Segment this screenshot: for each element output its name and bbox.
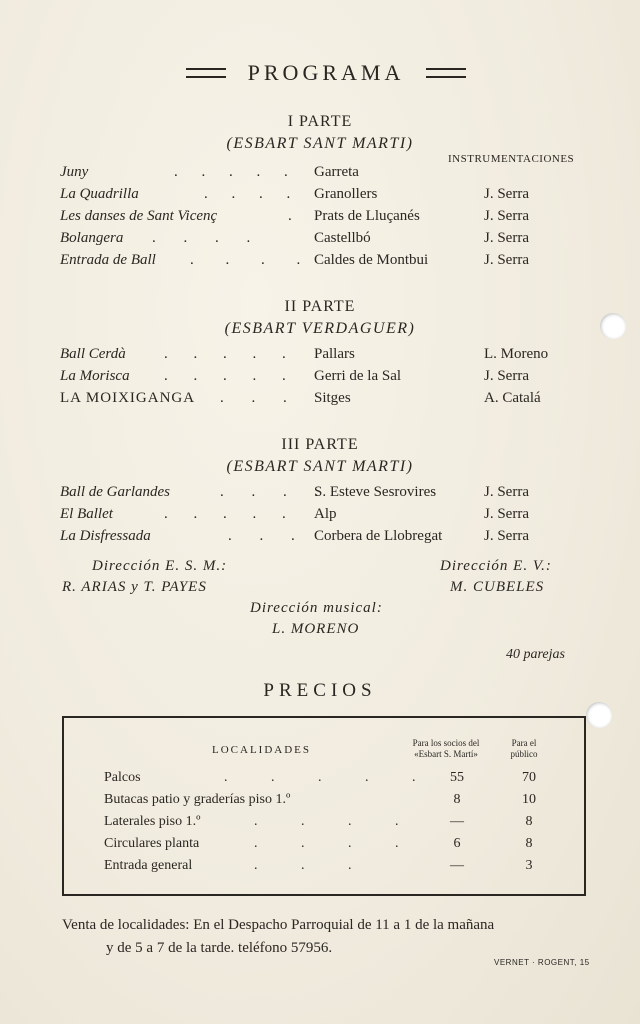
dance-place: Sitges [314, 390, 351, 406]
leader-dots: . . . . . [174, 164, 298, 180]
price-socios: — [450, 814, 464, 829]
dance-place: Alp [314, 506, 337, 522]
dance-name: Les danses de Sant Vicenç [60, 208, 218, 224]
instrumentation: J. Serra [484, 252, 529, 268]
price-label: Palcos [104, 770, 141, 785]
price-socios: 55 [450, 770, 464, 785]
localidades-header: LOCALIDADES [212, 744, 311, 756]
direction-ev-label: Dirección E. V.: [440, 558, 552, 574]
prices-title: PRECIOS [263, 680, 377, 701]
punch-hole [586, 702, 612, 728]
direction-musical-label: Dirección musical: [250, 600, 383, 616]
instrumentation: J. Serra [484, 484, 529, 500]
dance-name: Bolangera [60, 230, 124, 246]
instrumentation: J. Serra [484, 230, 529, 246]
price-row [104, 814, 564, 834]
dance-name: La Morisca [60, 368, 130, 384]
part-2-heading: II PARTE [284, 298, 356, 315]
price-publico: 8 [525, 814, 533, 829]
program-row [60, 390, 580, 410]
instrumentation: J. Serra [484, 208, 529, 224]
title-rule-right [426, 68, 466, 78]
instrumentation: J. Serra [484, 186, 529, 202]
program-row [60, 186, 580, 206]
price-label: Butacas patio y graderías piso 1.º [104, 792, 291, 807]
price-row [104, 792, 564, 812]
leader-dots: . . . . . [224, 770, 436, 785]
part-2-group: (ESBART VERDAGUER) [224, 320, 416, 337]
dance-place: Prats de Lluçanés [314, 208, 420, 224]
instrumentation: L. Moreno [484, 346, 549, 362]
program-row [60, 368, 580, 388]
leader-dots: . . . [254, 858, 372, 873]
printer-imprint: VERNET · ROGENT, 15 [494, 958, 590, 967]
direction-ev-names: M. CUBELES [450, 579, 545, 595]
title-text: PROGRAMA [247, 60, 405, 85]
price-publico: 70 [522, 770, 536, 785]
instrumentation: J. Serra [484, 506, 529, 522]
couples-count: 40 parejas [506, 647, 565, 662]
dance-place: S. Esteve Sesrovires [314, 484, 437, 500]
dance-place: Pallars [314, 346, 355, 362]
dance-name: Ball Cerdà [60, 346, 126, 362]
price-publico: 8 [525, 836, 533, 851]
leader-dots: . . . . [220, 484, 331, 500]
price-row [104, 858, 564, 878]
dance-name: La Disfressada [60, 528, 151, 544]
direction-esm-label: Dirección E. S. M.: [92, 558, 228, 574]
dance-place: Caldes de Montbui [314, 252, 429, 268]
program-row [60, 252, 580, 272]
part-1-heading: I PARTE [287, 113, 353, 130]
program-row [60, 230, 580, 250]
instrumentation: J. Serra [484, 528, 529, 544]
dance-place: Castellbó [314, 230, 371, 246]
price-label: Circulares planta [104, 836, 200, 851]
leader-dots: . . . [228, 528, 307, 544]
dance-name: Ball de Garlandes [60, 484, 170, 500]
leader-dots: . . . [220, 390, 299, 406]
leader-dots: . . . . . [164, 368, 297, 384]
program-row [60, 346, 580, 366]
price-label: Entrada general [104, 858, 193, 873]
price-row [104, 836, 564, 856]
leader-dots: . [288, 208, 292, 224]
price-label: Laterales piso 1.º [104, 814, 201, 829]
dance-name: LA MOIXIGANGA [60, 390, 196, 406]
sale-info-line-2: y de 5 a 7 de la tarde. teléfono 57956. [106, 940, 333, 956]
direction-esm-names: R. ARIAS y T. PAYES [62, 579, 207, 595]
leader-dots: . . . . [254, 836, 419, 851]
program-row [60, 208, 580, 228]
program-title [186, 60, 466, 90]
dance-place: Garreta [314, 164, 359, 180]
direction-musical-name: L. MORENO [272, 621, 360, 637]
leader-dots: . . . . [152, 230, 263, 246]
price-socios: 8 [453, 792, 461, 807]
dance-name: El Ballet [60, 506, 113, 522]
part-3-group: (ESBART SANT MARTI) [226, 458, 414, 475]
leader-dots: . . . . [254, 814, 419, 829]
price-socios: — [450, 858, 464, 873]
leader-dots: . . . . [204, 186, 301, 202]
price-publico: 10 [522, 792, 536, 807]
col-publico-header: Para el público [510, 738, 538, 759]
col-socios-header: Para los socios del «Esbart S. Martí» [412, 738, 480, 759]
dance-place: Gerri de la Sal [314, 368, 402, 384]
dance-name: Entrada de Ball [60, 252, 156, 268]
leader-dots: . . . . . [164, 346, 297, 362]
price-row [104, 770, 564, 790]
instrumentation: J. Serra [484, 368, 529, 384]
dance-name: La Quadrilla [60, 186, 139, 202]
sale-info-line-1: Venta de localidades: En el Despacho Parroquial de 11 a 1 de la mañana [62, 917, 495, 933]
dance-place: Corbera de Llobregat [314, 528, 443, 544]
price-publico: 3 [525, 858, 533, 873]
program-row [60, 506, 580, 526]
part-1-group: (ESBART SANT MARTI) [226, 135, 414, 152]
dance-place: Granollers [314, 186, 378, 202]
program-row [60, 164, 580, 184]
leader-dots: . . . . [190, 252, 315, 268]
dance-name: Juny [60, 164, 89, 180]
program-row [60, 484, 580, 504]
leader-dots: . . . . . [164, 506, 297, 522]
program-row [60, 528, 580, 548]
instrumentaciones-header: INSTRUMENTACIONES [448, 153, 575, 165]
part-3-heading: III PARTE [281, 436, 359, 453]
price-socios: 6 [453, 836, 461, 851]
instrumentation: A. Catalá [484, 390, 541, 406]
